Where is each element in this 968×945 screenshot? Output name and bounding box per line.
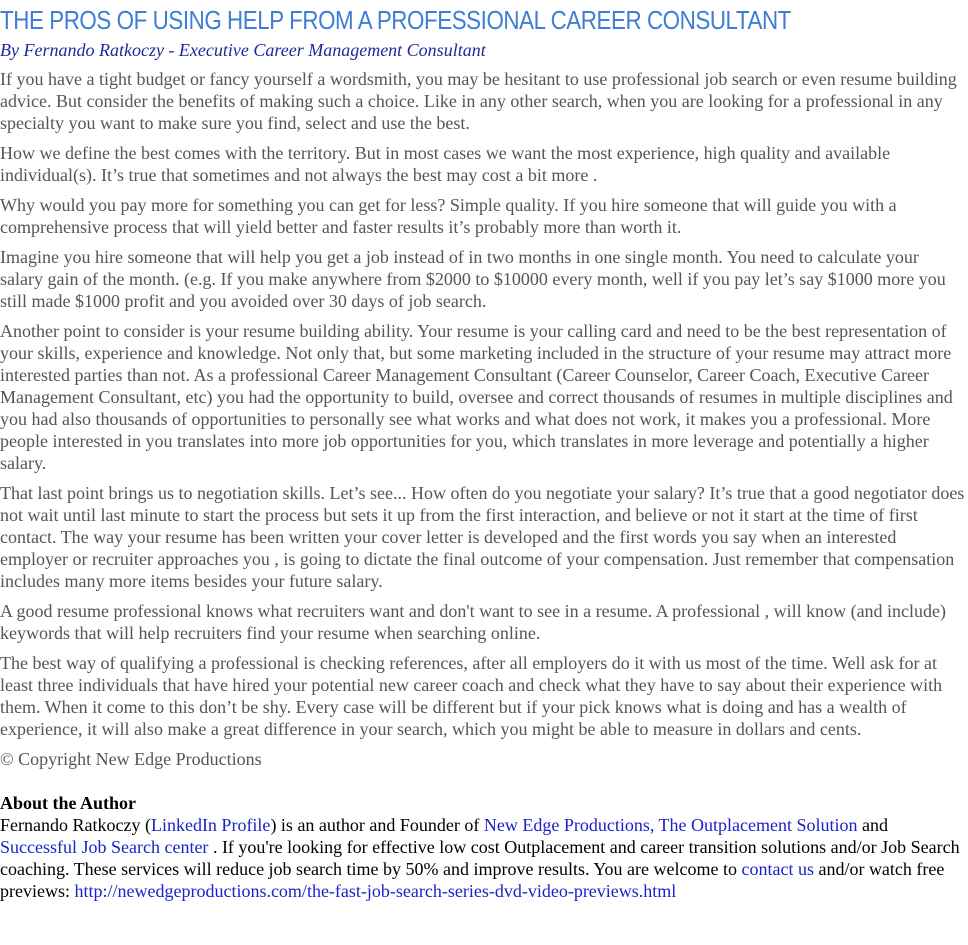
article-paragraph: Imagine you hire someone that will help you get a job instead of in two months in one single month. You need to calculate your salary gain of the month. (e.g. If you make anywhere from $2000 to $10000 every month, well if you pay let’s say $1000 more you still made $1000 profit and you avoided over 30 days of job search. [0, 247, 946, 311]
article-paragraph: Another point to consider is your resume building ability. Your resume is your calling card and need to be the best representation of your skills, experience and knowledge. Not only that, but some marketing included in the structure of your resume may attract more interested parties than not. As a professional Career Management Consultant (Career Counselor, Career Coach, Executive Career Management Consultant, etc) you had the opportunity to build, oversee and correct thousands of resumes in multiple disciplines and you had also thousands of opportunities to personally see what works and what does not work, it makes you a professional. More people interested in you translates into more job opportunities for you, which translates in more leverage and potentially a higher salary. [0, 321, 953, 473]
article-paragraph: Why would you pay more for something you can get for less? Simple quality. If you hire someone that will guide you with a comprehensive process that will yield better and faster results it’s probably more than worth it. [0, 195, 897, 237]
about-text-segment: Fernando Ratkoczy ( [0, 815, 151, 835]
new-edge-productions-link[interactable]: New Edge Productions, The Outplacement Solution [483, 815, 858, 835]
video-previews-link[interactable]: http://newedgeproductions.com/the-fast-job-search-series-dvd-video-previews.html [74, 881, 677, 901]
about-text-segment: . If you're looking for effective low cost Outplacement and career transition solutions and/or Job Search coaching. These services will reduce job search time by 50% and improve results. You are welcome to [0, 837, 960, 879]
about-author-section [0, 792, 966, 902]
about-text-segment: ) is an author and Founder of [270, 815, 484, 835]
about-text-segment: and [857, 815, 888, 835]
copyright-notice: © Copyright New Edge Productions [0, 749, 262, 769]
about-author-heading: About the Author [0, 793, 137, 813]
linkedin-profile-link[interactable]: LinkedIn Profile [150, 815, 271, 835]
contact-us-link[interactable]: contact us [741, 859, 814, 879]
about-author-text [0, 814, 966, 902]
article-paragraph: If you have a tight budget or fancy yourself a wordsmith, you may be hesitant to use professional job search or even resume building advice. But consider the benefits of making such a choice. Like in any other search, when you are looking for a professional in any specialty you want to make sure you find, select and use the best. [0, 69, 957, 133]
article-paragraph: A good resume professional knows what recruiters want and don't want to see in a resume. A professional , will know (and include) keywords that will help recruiters find your resume when searching online. [0, 601, 947, 643]
article-paragraph: How we define the best comes with the territory. But in most cases we want the most experience, high quality and available individual(s). It’s true that sometimes and not always the best may cost a bit more . [0, 143, 891, 185]
successful-job-search-link[interactable]: Successful Job Search center [0, 837, 213, 857]
about-text-segment: and/or watch free previews: [0, 859, 945, 901]
article-byline: By Fernando Ratkoczy - Executive Career Management Consultant [0, 40, 486, 60]
article-title: THE PROS OF USING HELP FROM A PROFESSIONAL CAREER CONSULTANT [0, 5, 791, 35]
article-paragraph: The best way of qualifying a professional is checking references, after all employers do it with us most of the time. Well ask for at least three individuals that have hired your potential new career coach and check what they have to say about their experience with them. When it come to this don’t be shy. Every case will be different but if your pick knows what is doing and has a wealth of experience, it will also make a great difference in your search, which you might be able to measure in dollars and cents. [0, 653, 943, 739]
article-paragraph: That last point brings us to negotiation skills. Let’s see... How often do you negotiate your salary? It’s true that a good negotiator does not wait until last minute to start the process but sets it up from the first interaction, and believe or not it start at the time of first contact. The way your resume has been written your cover letter is developed and the first words you say when an interested employer or recruiter approaches you , is going to dictate the final outcome of your compensation. Just remember that compensation includes many more items besides your future salary. [0, 483, 965, 591]
